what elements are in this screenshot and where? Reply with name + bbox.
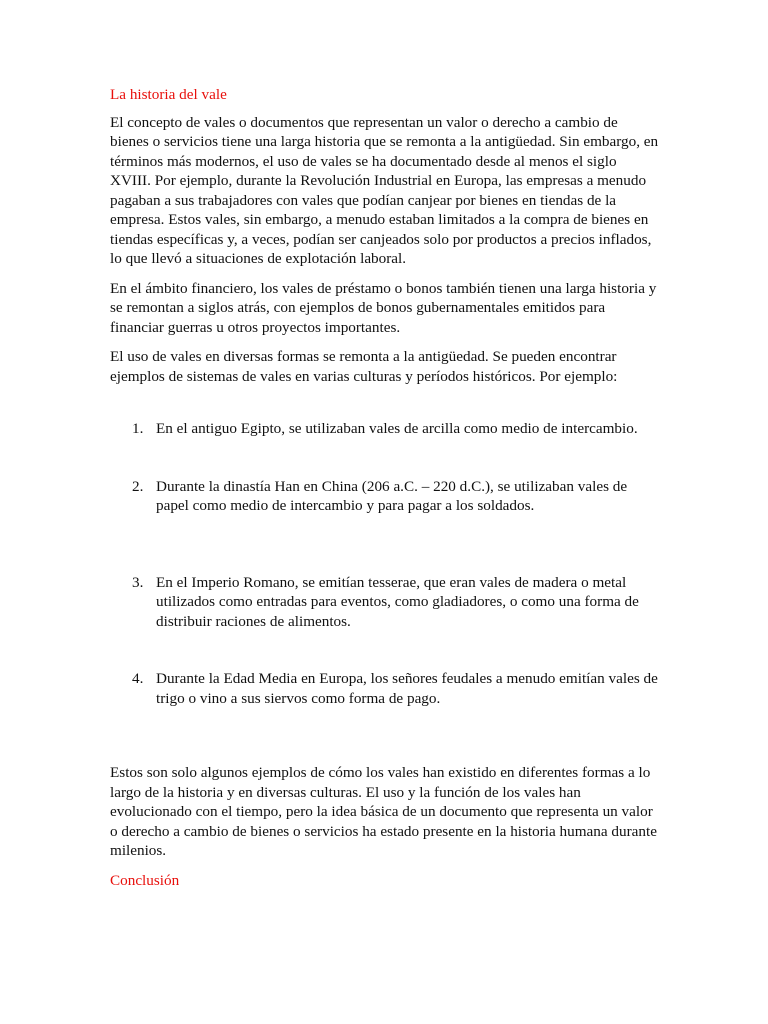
financial-paragraph: En el ámbito financiero, los vales de préstamo o bonos también tienen una larga historia y se remontan a siglos atrás, con ejemplos de bonos gubernamentales emitidos para financiar guerras u otros proyectos importantes. <box>110 279 657 336</box>
list-item <box>110 669 660 708</box>
document-body <box>110 85 660 898</box>
conclusion-heading: Conclusión <box>110 871 180 889</box>
list-item-text: Durante la dinastía Han en China (206 a.C. – 220 d.C.), se utilizaban vales de papel como medio de intercambio y para pagar a los soldados. <box>156 477 628 514</box>
list-item-number: 3. <box>132 573 144 591</box>
examples-list <box>110 419 660 708</box>
list-item-text: Durante la Edad Media en Europa, los señores feudales a menudo emitían vales de trigo o vino a sus siervos como forma de pago. <box>156 670 658 707</box>
closing-paragraph: Estos son solo algunos ejemplos de cómo los vales han existido en diferentes formas a lo largo de la historia y en diversas culturas. El uso y la función de los vales han evolucionado con el tiempo, pero la idea básica de un documento que representa un valor o derecho a cambio de bienes o servicios ha estado presente en la historia humana durante milenios. <box>110 764 657 859</box>
list-item <box>110 477 660 516</box>
list-item-number: 4. <box>132 670 144 687</box>
list-item-number: 1. <box>132 420 144 437</box>
examples-intro-paragraph: El uso de vales en diversas formas se remonta a la antigüedad. Se pueden encontrar ejemplos de sistemas de vales en varias culturas y períodos históricos. Por ejemplo: <box>110 348 618 385</box>
list-item <box>110 419 660 439</box>
list-item <box>110 573 660 632</box>
list-item-text: En el antiguo Egipto, se utilizaban vales de arcilla como medio de intercambio. <box>156 420 638 437</box>
section-title: La historia del vale <box>110 86 227 103</box>
intro-paragraph: El concepto de vales o documentos que representan un valor o derecho a cambio de bienes o servicios tiene una larga historia que se remonta a la antigüedad. Sin embargo, en términos más modernos, el uso de vales se ha documentado desde al menos el siglo XVIII. Por ejemplo, durante la Revolución Industrial en Europa, las empresas a menudo pagaban a sus trabajadores con vales que podían canjear por bienes en tiendas de la empresa. Estos vales, sin embargo, a menudo estaban limitados a la compra de bienes en tiendas específicas y, a veces, podían ser canjeados solo por productos a precios inflados, lo que llevó a situaciones de explotación laboral. <box>110 113 659 267</box>
list-item-text: En el Imperio Romano, se emitían tesserae, que eran vales de madera o metal utilizados como entradas para eventos, como gladiadores, o como una forma de distribuir raciones de alimentos. <box>156 573 639 630</box>
list-item-number: 2. <box>132 477 144 495</box>
